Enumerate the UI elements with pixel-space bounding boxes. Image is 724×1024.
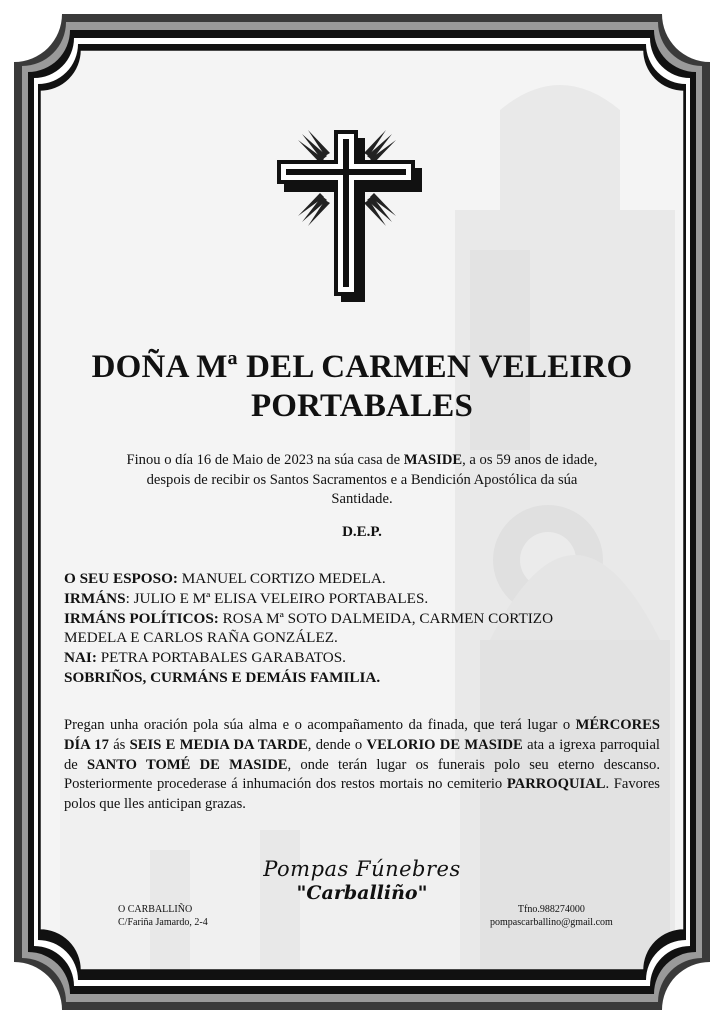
deceased-name-line1: DOÑA Mª DEL CARMEN VELEIRO — [91, 349, 633, 385]
deceased-name-line2: PORTABALES — [250, 388, 474, 424]
death-announcement — [82, 451, 642, 510]
funeral-home-contact — [490, 903, 613, 929]
family-list — [64, 569, 664, 688]
city: O CARBALLIÑO — [118, 904, 193, 915]
family-line: IRMÁNS: JULIO E Mª ELISA VELEIRO PORTABALES. — [64, 589, 429, 607]
family-line: O SEU ESPOSO: MANUEL CORTIZO MEDELA. — [64, 570, 386, 587]
family-line: MEDELA E CARLOS RAÑA GONZÁLEZ. — [64, 629, 338, 647]
intro-line-3: Santidade. — [331, 491, 393, 507]
family-line: SOBRIÑOS, CURMÁNS E DEMÁIS FAMILIA. — [64, 668, 381, 686]
email: pompascarballino@gmail.com — [490, 917, 613, 928]
funeral-home-logo — [262, 857, 462, 905]
family-line: IRMÁNS POLÍTICOS: ROSA Mª SOTO DALMEIDA, CARMEN CORTIZO — [64, 609, 554, 627]
intro-text-2: , a os 59 anos de idade, — [462, 452, 598, 468]
cross-icon — [272, 126, 422, 302]
street-address: C/Fariña Jamardo, 2-4 — [118, 917, 208, 928]
funeral-home-address — [118, 903, 208, 929]
dep-heading: D.E.P. — [342, 524, 382, 540]
intro-text-1: Finou o día 16 de Maio de 2023 na súa casa de — [126, 452, 404, 468]
intro-place: MASIDE — [403, 452, 463, 468]
logo-line-1: Pompas Fúnebres — [263, 857, 461, 881]
logo-line-2: "Carballiño" — [296, 882, 428, 904]
funeral-details: Pregan unha oración pola súa alma e o acompañamento da finada, que terá lugar o MÉRCORES DÍA 17 ás SEIS E MEDIA DA TARDE, dende o VELORIO DE MASIDE ata a igrexa parroquial de SANTO TOMÉ DE MASIDE, onde terán lugar os funerais polo seu eterno descanso. Posteriormente procederase á inhumación dos restos mortais no cemiterio PARROQUIAL. Favores polos que lles anticipan grazas. — [64, 717, 660, 813]
family-line: NAI: PETRA PORTABALES GARABATOS. — [64, 649, 346, 667]
deceased-name — [60, 348, 664, 426]
intro-line-2: despois de recibir os Santos Sacramentos e a Bendición Apostólica da súa — [146, 471, 578, 488]
phone: Tfno.988274000 — [517, 904, 585, 915]
